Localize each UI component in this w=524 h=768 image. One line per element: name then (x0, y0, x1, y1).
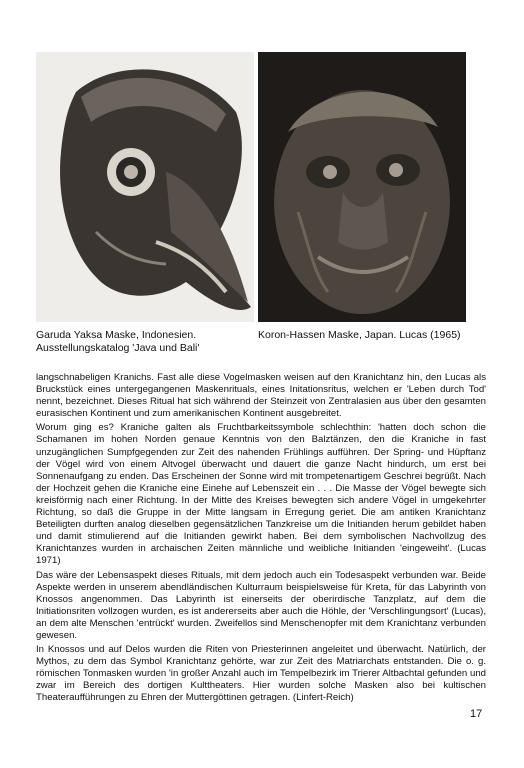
caption-left-line-2: Ausstellungskatalog 'Java und Bali' (36, 342, 200, 354)
paragraph-2: Worum ging es? Kraniche galten als Fruchtbarkeitssymbole schlechthin: 'hatten doch schon die Schamanen im hohen Norden genaue Kenntnis von den Balztänzen, den die Kraniche in fast unzugänglichen Sumpfgegenden zur Zeit des nahenden Frühlings aufführen. Der Spring- und Hüpftanz der Vögel wird von einem Altvogel überwacht und dauert die ganze Nacht hindurch, um erst bei Sonnenaufgang zu enden. Das Erscheinen der Sonne wird mit trompetenartigem Geschrei begrüßt. Nach der Hochzeit gehen die Kraniche eine Einehe auf Lebenszeit ein . . . Die Masse der Vögel bewegte sich kreisförmig nach einer Richtung. In der Mitte des Kreises bewegten sich andere Vögel in umgekehrter Richtung, so daß die Gruppe in der Mitte langsam in Erregung geriet. Die am antiken Kranichtanz Beteiligten durften analog dieselben gegensätzlichen Tanzkreise um die Initianden herum gebildet haben und damit stimulierend auf die Initianden gewirkt haben. Bei dem symbolischen Nachvollzug des Kranichtanzes wurden in archaischen Zeiten männliche und weibliche Initianden 'eingeweiht'. (Lucas 1971) (36, 422, 486, 567)
caption-right: Koron-Hassen Maske, Japan. Lucas (1965) (258, 329, 461, 341)
garuda-mask-photo (36, 52, 254, 322)
paragraph-1: langschnabeligen Kranichs. Fast alle diese Vogelmasken weisen auf den Kranichtanz hin, den Lucas als Bruckstück eines untergegangenen Maskenrituals, eines Initationsritus, welchen er 'Leben durch Tod' nennt, bezeichnet. Dieses Ritual hat sich während der Steinzeit von Zentralasien aus über den gesamten eurasischen Kontinent und zum amerikanischen Kontinent ausgebreitet. (36, 372, 486, 420)
page-number: 17 (470, 708, 483, 720)
garuda-mask-illustration (36, 52, 254, 322)
caption-left (36, 329, 254, 355)
paragraph-4: In Knossos und auf Delos wurden die Riten von Priesterinnen angeleitet und überwacht. Natürlich, der Mythos, zu dem das Symbol Kranichtanz gehörte, war zur Zeit des Matriarchats entstanden. Die o. g. römischen Tonmasken wurden 'in großer Anzahl auch im Tempelbezirk im Trierer Altbachtal gefunden und zwar im Bereich des dortigen Kulttheaters. Hier wurden solche Masken also bei kultischen Theateraufführungen zu Ehren der Muttergöttinen getragen. (Linfert-Reich) (36, 644, 486, 704)
caption-left-line-1: Garuda Yaksa Maske, Indonesien. (36, 329, 197, 341)
koron-hassen-mask-illustration (258, 52, 466, 322)
paragraph-3: Das wäre der Lebensaspekt dieses Rituals, mit dem jedoch auch ein Todesaspekt verbunden war. Beide Aspekte werden in unserem abendländischen Kulturraum beispielsweise für Kreta, für das Labyrinth von Knossos angenommen. Das Labyrinth ist einerseits der oberirdische Tanzplatz, auf dem die Initiationsriten vollzogen wurden, es ist andererseits aber auch die Höhle, der 'Verschlingungsort' (Lucas), an dem alte Menschen 'entrückt' wurden. Zweifellos sind Menschenopfer mit dem Kranichtanz verbunden gewesen. (36, 569, 486, 641)
koron-hassen-mask-photo (258, 52, 466, 322)
body-text (36, 372, 486, 707)
